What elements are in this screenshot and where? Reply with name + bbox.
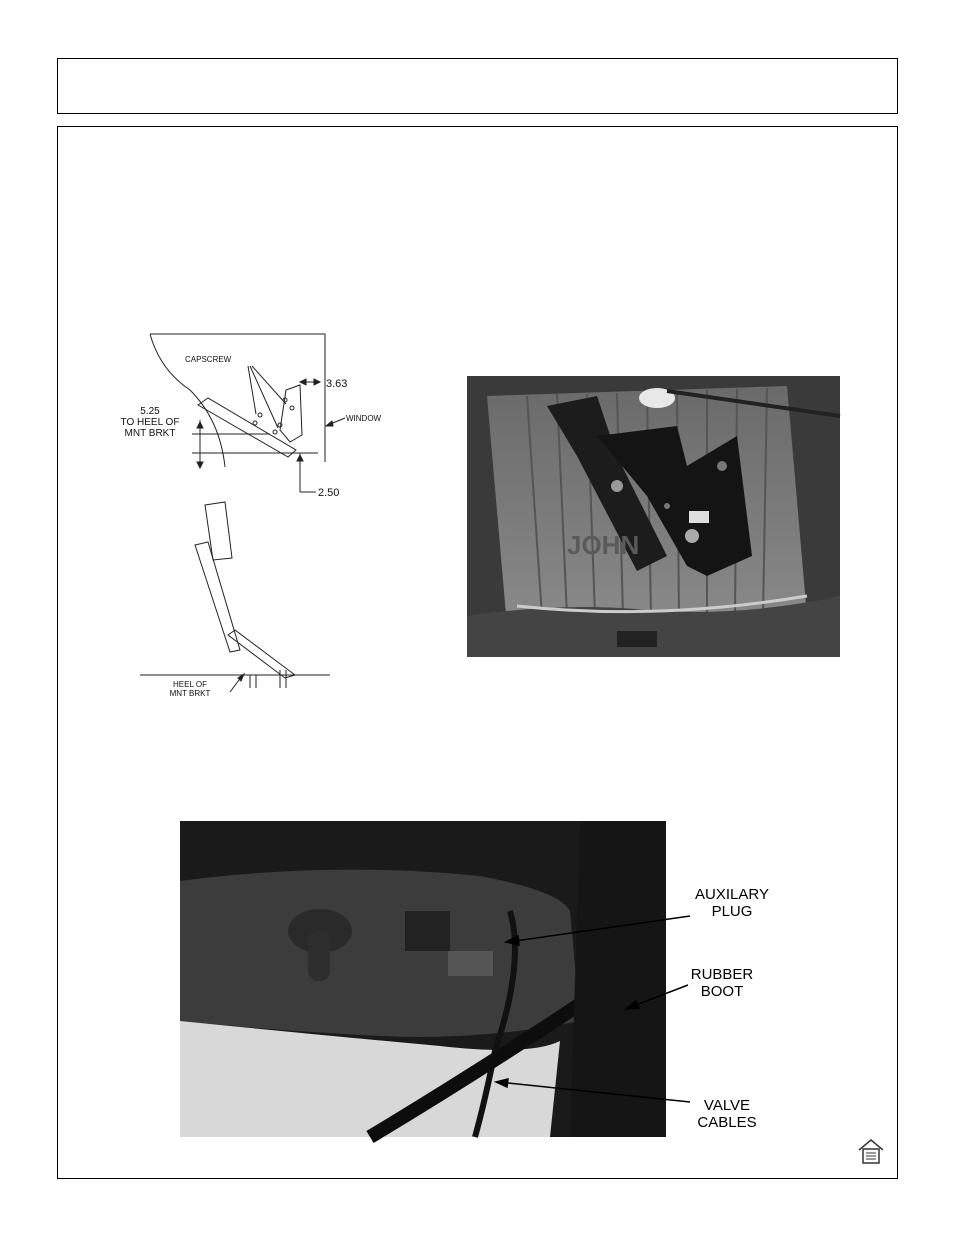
header-box [57,58,898,114]
rubber-boot-line2: BOOT [700,983,744,1000]
floor-bracket-photo [467,376,840,657]
console-cables-photo [180,821,666,1137]
auxiliary-plug-callout [677,886,787,920]
home-button[interactable] [857,1137,885,1165]
rubber-boot-callout [667,966,777,1000]
capscrew-label: CAPSCREW [185,355,232,364]
dim-left-line1: 5.25 [140,406,160,417]
auxiliary-plug-line1: AUXILARY [695,886,769,903]
home-icon [857,1137,885,1165]
dim-left-line3: MNT BRKT [124,428,176,439]
heel-label-line2: MNT BRKT [169,689,211,698]
dim-left-line2: TO HEEL OF [120,417,180,428]
rubber-boot-line1: RUBBER [690,966,754,983]
mat-logo-text: JOHN [567,530,640,560]
dim-bottom-label: 2.50 [318,487,340,499]
valve-cables-callout [672,1097,782,1131]
window-label: WINDOW [346,414,382,423]
mounting-bracket-drawing [110,330,382,705]
heel-label-line1: HEEL OF [173,680,207,689]
valve-cables-line1: VALVE [703,1097,751,1114]
auxiliary-plug-line2: PLUG [711,903,753,920]
dim-top-label: 3.63 [326,378,348,390]
valve-cables-line2: CABLES [697,1114,757,1131]
